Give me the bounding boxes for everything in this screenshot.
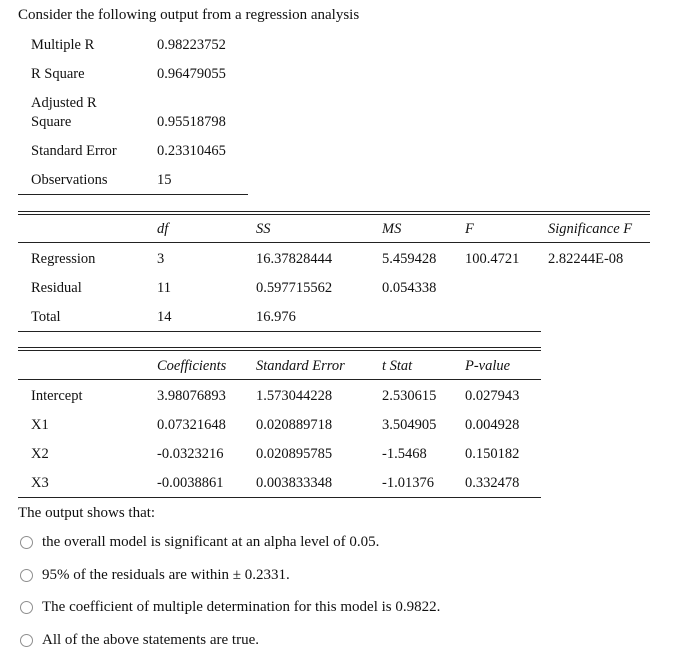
coef-header-t-stat: t Stat [382, 358, 413, 374]
coef-cell: -1.5468 [382, 446, 427, 462]
anova-header-ms: MS [382, 221, 402, 237]
coef-cell: 0.150182 [465, 446, 520, 462]
coef-cell: 1.573044228 [256, 388, 333, 404]
coef-row-label: Intercept [31, 388, 83, 404]
stat-label-adjusted-r-square: Adjusted R [31, 95, 97, 111]
anova-cell: 14 [157, 309, 172, 325]
radio-button[interactable] [20, 634, 33, 647]
table-bottom-rule [18, 194, 248, 195]
coef-cell: 0.020895785 [256, 446, 333, 462]
coef-cell: 0.332478 [465, 475, 520, 491]
answer-option-3[interactable] [20, 599, 440, 616]
coef-header-coefficients: Coefficients [157, 358, 227, 374]
anova-cell: 2.82244E-08 [548, 251, 624, 267]
coef-cell: 0.020889718 [256, 417, 333, 433]
anova-cell: 0.054338 [382, 280, 437, 296]
coef-cell: 2.530615 [382, 388, 437, 404]
stat-label-adjusted-r-square-line2: Square [31, 114, 72, 130]
answer-option-label[interactable]: the overall model is significant at an alpha level of 0.05. [42, 534, 380, 550]
anova-cell: 0.597715562 [256, 280, 333, 296]
anova-cell: 5.459428 [382, 251, 437, 267]
stat-value-r-square: 0.96479055 [157, 66, 226, 82]
coef-row-label: X3 [31, 475, 49, 491]
coef-header-p-value: P-value [465, 358, 511, 374]
answer-option-label[interactable]: The coefficient of multiple determination for this model is 0.9822. [42, 599, 441, 615]
header-rule [18, 379, 541, 380]
table-bottom-rule [18, 331, 541, 332]
anova-cell: 16.976 [256, 309, 296, 325]
coef-cell: -0.0323216 [157, 446, 224, 462]
answer-option-label[interactable]: 95% of the residuals are within ± 0.2331. [42, 567, 290, 583]
question-intro: Consider the following output from a regression analysis [18, 7, 360, 23]
anova-header-f: F [465, 221, 474, 237]
anova-cell: 16.37828444 [256, 251, 333, 267]
question-prompt: The output shows that: [18, 505, 156, 521]
anova-row-label: Total [31, 309, 61, 325]
stat-label-multiple-r: Multiple R [31, 37, 95, 53]
table-top-rule [18, 211, 650, 215]
stat-label-observations: Observations [31, 172, 108, 188]
coef-cell: 0.027943 [465, 388, 520, 404]
answer-option-1[interactable] [20, 534, 379, 551]
anova-cell: 11 [157, 280, 171, 296]
table-top-rule [18, 347, 541, 351]
coef-header-standard-error: Standard Error [256, 358, 345, 374]
stat-label-standard-error: Standard Error [31, 143, 117, 159]
coef-cell: 3.98076893 [157, 388, 226, 404]
radio-button[interactable] [20, 601, 33, 614]
anova-header-ss: SS [256, 221, 271, 237]
answer-option-label[interactable]: All of the above statements are true. [42, 632, 260, 648]
stat-label-r-square: R Square [31, 66, 85, 82]
table-bottom-rule [18, 497, 541, 498]
anova-header-significance-f: Significance F [548, 221, 633, 237]
coef-cell: 0.07321648 [157, 417, 226, 433]
anova-row-label: Regression [31, 251, 96, 267]
coef-row-label: X2 [31, 446, 49, 462]
stat-value-adjusted-r-square: 0.95518798 [157, 114, 226, 130]
anova-cell: 100.4721 [465, 251, 520, 267]
coef-cell: 3.504905 [382, 417, 437, 433]
radio-button[interactable] [20, 536, 33, 549]
anova-header-df: df [157, 221, 169, 237]
stat-value-multiple-r: 0.98223752 [157, 37, 226, 53]
anova-cell: 3 [157, 251, 165, 267]
radio-button[interactable] [20, 569, 33, 582]
coef-cell: 0.003833348 [256, 475, 333, 491]
coef-cell: 0.004928 [465, 417, 520, 433]
stat-value-standard-error: 0.23310465 [157, 143, 226, 159]
stat-value-observations: 15 [157, 172, 172, 188]
answer-option-2[interactable] [20, 567, 290, 584]
answer-option-4[interactable] [20, 632, 259, 649]
coef-cell: -1.01376 [382, 475, 434, 491]
coef-cell: -0.0038861 [157, 475, 224, 491]
coef-row-label: X1 [31, 417, 49, 433]
anova-row-label: Residual [31, 280, 82, 296]
header-rule [18, 242, 650, 243]
